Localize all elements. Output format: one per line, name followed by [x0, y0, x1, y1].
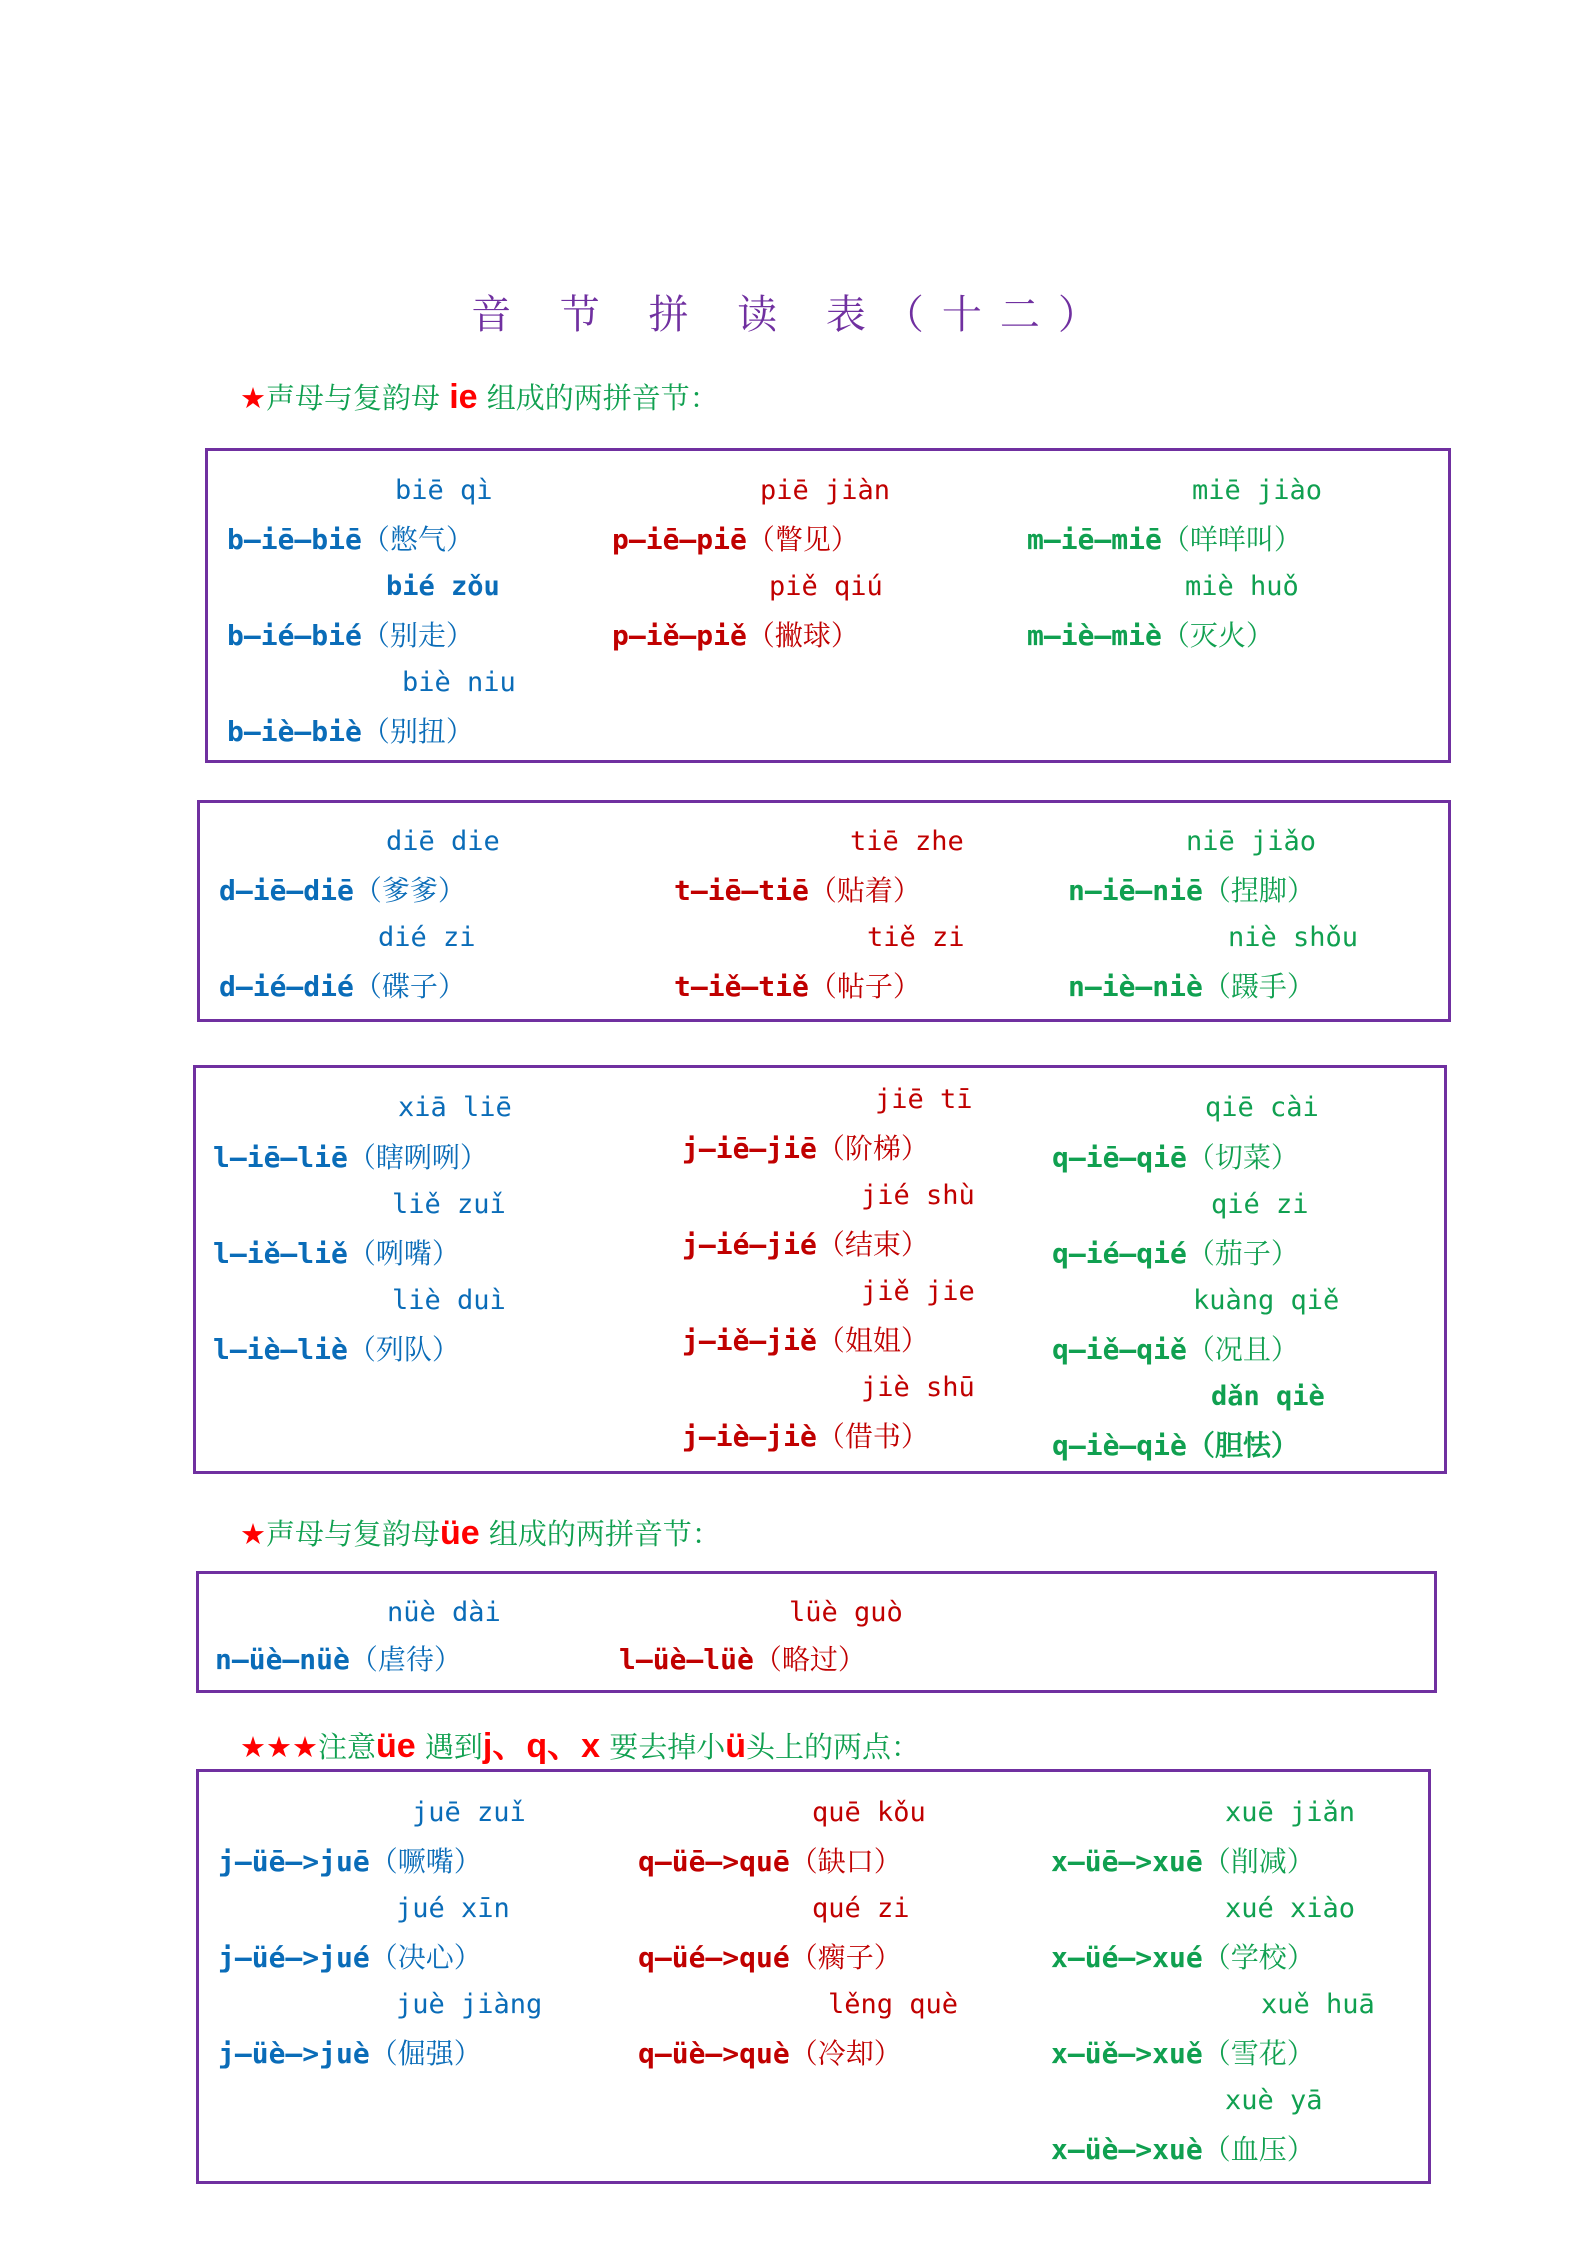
pinyin-label: niè shǒu — [1228, 922, 1359, 953]
spelling-chain: l—iě—liě — [213, 1237, 348, 1270]
pinyin-label: jié shù — [861, 1180, 975, 1211]
word: （瘸子） — [789, 1941, 902, 1974]
spelling-chain: n—üè—nüè — [215, 1643, 350, 1676]
spelling-entry — [219, 965, 466, 1005]
pinyin-label: tiē zhe — [850, 826, 964, 857]
word: （略过） — [753, 1643, 866, 1676]
spelling-chain: x—üě—>xuě — [1051, 2037, 1203, 2070]
word: （灭火） — [1161, 619, 1274, 652]
spelling-chain: j—üé—>jué — [218, 1941, 370, 1974]
spelling-chain: j—üē—>juē — [218, 1845, 370, 1878]
spelling-entry — [682, 1319, 929, 1359]
pinyin-label: xuě huā — [1261, 1989, 1375, 2020]
word: （瞥见） — [746, 523, 859, 556]
word: （削减） — [1202, 1845, 1315, 1878]
word: （帖子） — [808, 970, 921, 1003]
spelling-chain: q—iě—qiě — [1052, 1333, 1187, 1366]
section-heading-ie — [240, 376, 719, 417]
word: （捏脚） — [1202, 874, 1315, 907]
section-heading-ue — [240, 1512, 721, 1553]
spelling-entry — [682, 1223, 929, 1263]
pinyin-label: dǎn qiè — [1211, 1381, 1325, 1412]
heading-text: 注意 — [318, 1730, 377, 1764]
heading-highlight: üe — [440, 1514, 480, 1552]
word: （咩咩叫） — [1161, 523, 1302, 556]
heading-text: 遇到 — [415, 1730, 483, 1764]
spelling-chain: q—üè—>què — [638, 2037, 790, 2070]
word: （咧嘴） — [347, 1237, 460, 1270]
pinyin-label: jiě jie — [861, 1276, 975, 1307]
pinyin-label: qué zi — [812, 1893, 910, 1924]
spelling-entry — [218, 1840, 482, 1880]
spelling-chain: x—üè—>xuè — [1051, 2133, 1203, 2166]
spelling-entry — [227, 614, 474, 654]
spelling-chain: p—iē—piē — [612, 523, 747, 556]
pinyin-label: qié zi — [1211, 1189, 1309, 1220]
word: （噘嘴） — [369, 1845, 482, 1878]
heading-text: 头上的两点： — [746, 1730, 921, 1764]
pinyin-label: xué xiào — [1225, 1893, 1356, 1924]
spelling-chain: n—iē—niē — [1068, 874, 1203, 907]
word: （憋气） — [361, 523, 474, 556]
spelling-chain: d—ié—dié — [219, 970, 354, 1003]
spelling-entry — [682, 1415, 929, 1455]
spelling-chain: p—iě—piě — [612, 619, 747, 652]
pinyin-label: lüè guò — [789, 1597, 903, 1628]
spelling-entry — [1051, 2128, 1315, 2168]
heading-text: 组成的两拼音节： — [477, 381, 719, 415]
spelling-entry — [213, 1328, 460, 1368]
spelling-chain: l—iè—liè — [213, 1333, 348, 1366]
pinyin-label: qiē cài — [1205, 1092, 1319, 1123]
pinyin-label: quē kǒu — [812, 1797, 926, 1828]
spelling-entry — [1027, 614, 1274, 654]
pinyin-label: liè duì — [392, 1285, 506, 1316]
spelling-entry — [1051, 1840, 1315, 1880]
heading-highlight: j、q、x — [482, 1727, 601, 1765]
heading-text: 声母与复韵母 — [266, 381, 450, 415]
pinyin-label: tiě zi — [867, 922, 965, 953]
spelling-entry — [1052, 1424, 1299, 1464]
heading-text: 要去掉小 — [600, 1730, 726, 1764]
spelling-entry — [227, 710, 474, 750]
word: （雪花） — [1202, 2037, 1315, 2070]
pinyin-label: biē qì — [395, 475, 493, 506]
pinyin-label: miē jiào — [1192, 475, 1323, 506]
pinyin-label: piě qiú — [769, 571, 883, 602]
spelling-entry — [612, 614, 859, 654]
spelling-entry — [1051, 2032, 1315, 2072]
pinyin-label: xuē jiǎn — [1225, 1797, 1356, 1828]
spelling-entry — [1068, 869, 1315, 909]
spelling-entry — [227, 518, 474, 558]
star-icon: ★ — [240, 1517, 266, 1551]
spelling-entry — [638, 2032, 902, 2072]
heading-highlight: üe — [376, 1727, 416, 1765]
pinyin-label: miè huǒ — [1185, 571, 1299, 602]
spelling-chain: j—üè—>juè — [218, 2037, 370, 2070]
spelling-chain: m—iē—miē — [1027, 523, 1162, 556]
page-title: 音 节 拼 读 表（十二） — [471, 292, 1116, 338]
spelling-chain: j—iè—jiè — [682, 1420, 817, 1453]
word: （碟子） — [353, 970, 466, 1003]
spelling-chain: j—ié—jié — [682, 1228, 817, 1261]
heading-highlight: ü — [725, 1727, 747, 1765]
pinyin-label: jiē tī — [875, 1084, 973, 1115]
syllable-box-jqx-ue — [196, 1769, 1431, 2184]
spelling-chain: j—iě—jiě — [682, 1324, 817, 1357]
spelling-chain: q—ié—qié — [1052, 1237, 1187, 1270]
pinyin-label: juè jiàng — [396, 1989, 543, 2020]
spelling-entry — [638, 1840, 902, 1880]
spelling-entry — [1052, 1232, 1299, 1272]
word: （列队） — [347, 1333, 460, 1366]
pinyin-label: nüè dài — [387, 1597, 501, 1628]
star-icon: ★ — [240, 381, 266, 415]
spelling-entry — [638, 1936, 902, 1976]
word: （阶梯） — [816, 1132, 929, 1165]
heading-text: 组成的两拼音节： — [479, 1517, 721, 1551]
spelling-entry — [215, 1638, 462, 1678]
spelling-chain: b—ié—bié — [227, 619, 362, 652]
pinyin-label: lěng què — [828, 1989, 959, 2020]
word: （撇球） — [746, 619, 859, 652]
pinyin-label: xiā liē — [398, 1092, 512, 1123]
spelling-chain: l—üè—lüè — [619, 1643, 754, 1676]
word: （贴着） — [808, 874, 921, 907]
spelling-chain: x—üē—>xuē — [1051, 1845, 1203, 1878]
spelling-entry — [219, 869, 466, 909]
pinyin-label: jiè shū — [861, 1372, 975, 1403]
word: （结束） — [816, 1228, 929, 1261]
spelling-chain: x—üé—>xué — [1051, 1941, 1203, 1974]
word: （切菜） — [1186, 1141, 1299, 1174]
spelling-chain: t—iě—tiě — [674, 970, 809, 1003]
pinyin-label: juē zuǐ — [412, 1797, 526, 1828]
word: （爹爹） — [353, 874, 466, 907]
word: （瞎咧咧） — [347, 1141, 488, 1174]
word: （别走） — [361, 619, 474, 652]
pinyin-label: jué xīn — [396, 1893, 510, 1924]
spelling-chain: m—iè—miè — [1027, 619, 1162, 652]
pinyin-label: xuè yā — [1225, 2085, 1323, 2116]
word: （况且） — [1186, 1333, 1299, 1366]
spelling-entry — [674, 869, 921, 909]
spelling-chain: q—üé—>qué — [638, 1941, 790, 1974]
pinyin-label: piē jiàn — [760, 475, 891, 506]
word: （虐待） — [349, 1643, 462, 1676]
spelling-entry — [218, 1936, 482, 1976]
word: （缺口） — [789, 1845, 902, 1878]
word: （学校） — [1202, 1941, 1315, 1974]
spelling-entry — [619, 1638, 866, 1678]
spelling-chain: b—iè—biè — [227, 715, 362, 748]
spelling-entry — [612, 518, 859, 558]
spelling-chain: l—iē—liē — [213, 1141, 348, 1174]
note-heading — [240, 1718, 920, 1767]
word: （茄子） — [1186, 1237, 1299, 1270]
spelling-entry — [213, 1136, 488, 1176]
spelling-chain: q—iē—qiē — [1052, 1141, 1187, 1174]
pinyin-label: diē die — [386, 826, 500, 857]
word: （借书） — [816, 1420, 929, 1453]
word: （冷却） — [789, 2037, 902, 2070]
spelling-entry — [218, 2032, 482, 2072]
spelling-chain: q—iè—qiè — [1052, 1429, 1187, 1462]
stars-icon: ★★★ — [240, 1730, 318, 1764]
spelling-entry — [1027, 518, 1302, 558]
word: （胆怯） — [1186, 1429, 1299, 1462]
spelling-entry — [213, 1232, 460, 1272]
spelling-entry — [1052, 1136, 1299, 1176]
word: （决心） — [369, 1941, 482, 1974]
spelling-entry — [674, 965, 921, 1005]
spelling-chain: d—iē—diē — [219, 874, 354, 907]
spelling-chain: n—iè—niè — [1068, 970, 1203, 1003]
pinyin-label: liě zuǐ — [392, 1189, 506, 1220]
pinyin-label: bié zǒu — [386, 571, 500, 602]
pinyin-label: niē jiǎo — [1186, 826, 1317, 857]
spelling-chain: j—iē—jiē — [682, 1132, 817, 1165]
word: （蹑手） — [1202, 970, 1315, 1003]
word: （血压） — [1202, 2133, 1315, 2166]
pinyin-label: dié zi — [378, 922, 476, 953]
spelling-entry — [1052, 1328, 1299, 1368]
spelling-entry — [682, 1127, 929, 1167]
spelling-chain: t—iē—tiē — [674, 874, 809, 907]
word: （别扭） — [361, 715, 474, 748]
spelling-chain: q—üē—>quē — [638, 1845, 790, 1878]
pinyin-label: biè niu — [402, 667, 516, 698]
word: （姐姐） — [816, 1324, 929, 1357]
heading-highlight: ie — [449, 378, 478, 416]
spelling-entry — [1068, 965, 1315, 1005]
spelling-chain: b—iē—biē — [227, 523, 362, 556]
word: （倔强） — [369, 2037, 482, 2070]
spelling-entry — [1051, 1936, 1315, 1976]
heading-text: 声母与复韵母 — [266, 1517, 441, 1551]
pinyin-label: kuàng qiě — [1193, 1285, 1340, 1316]
